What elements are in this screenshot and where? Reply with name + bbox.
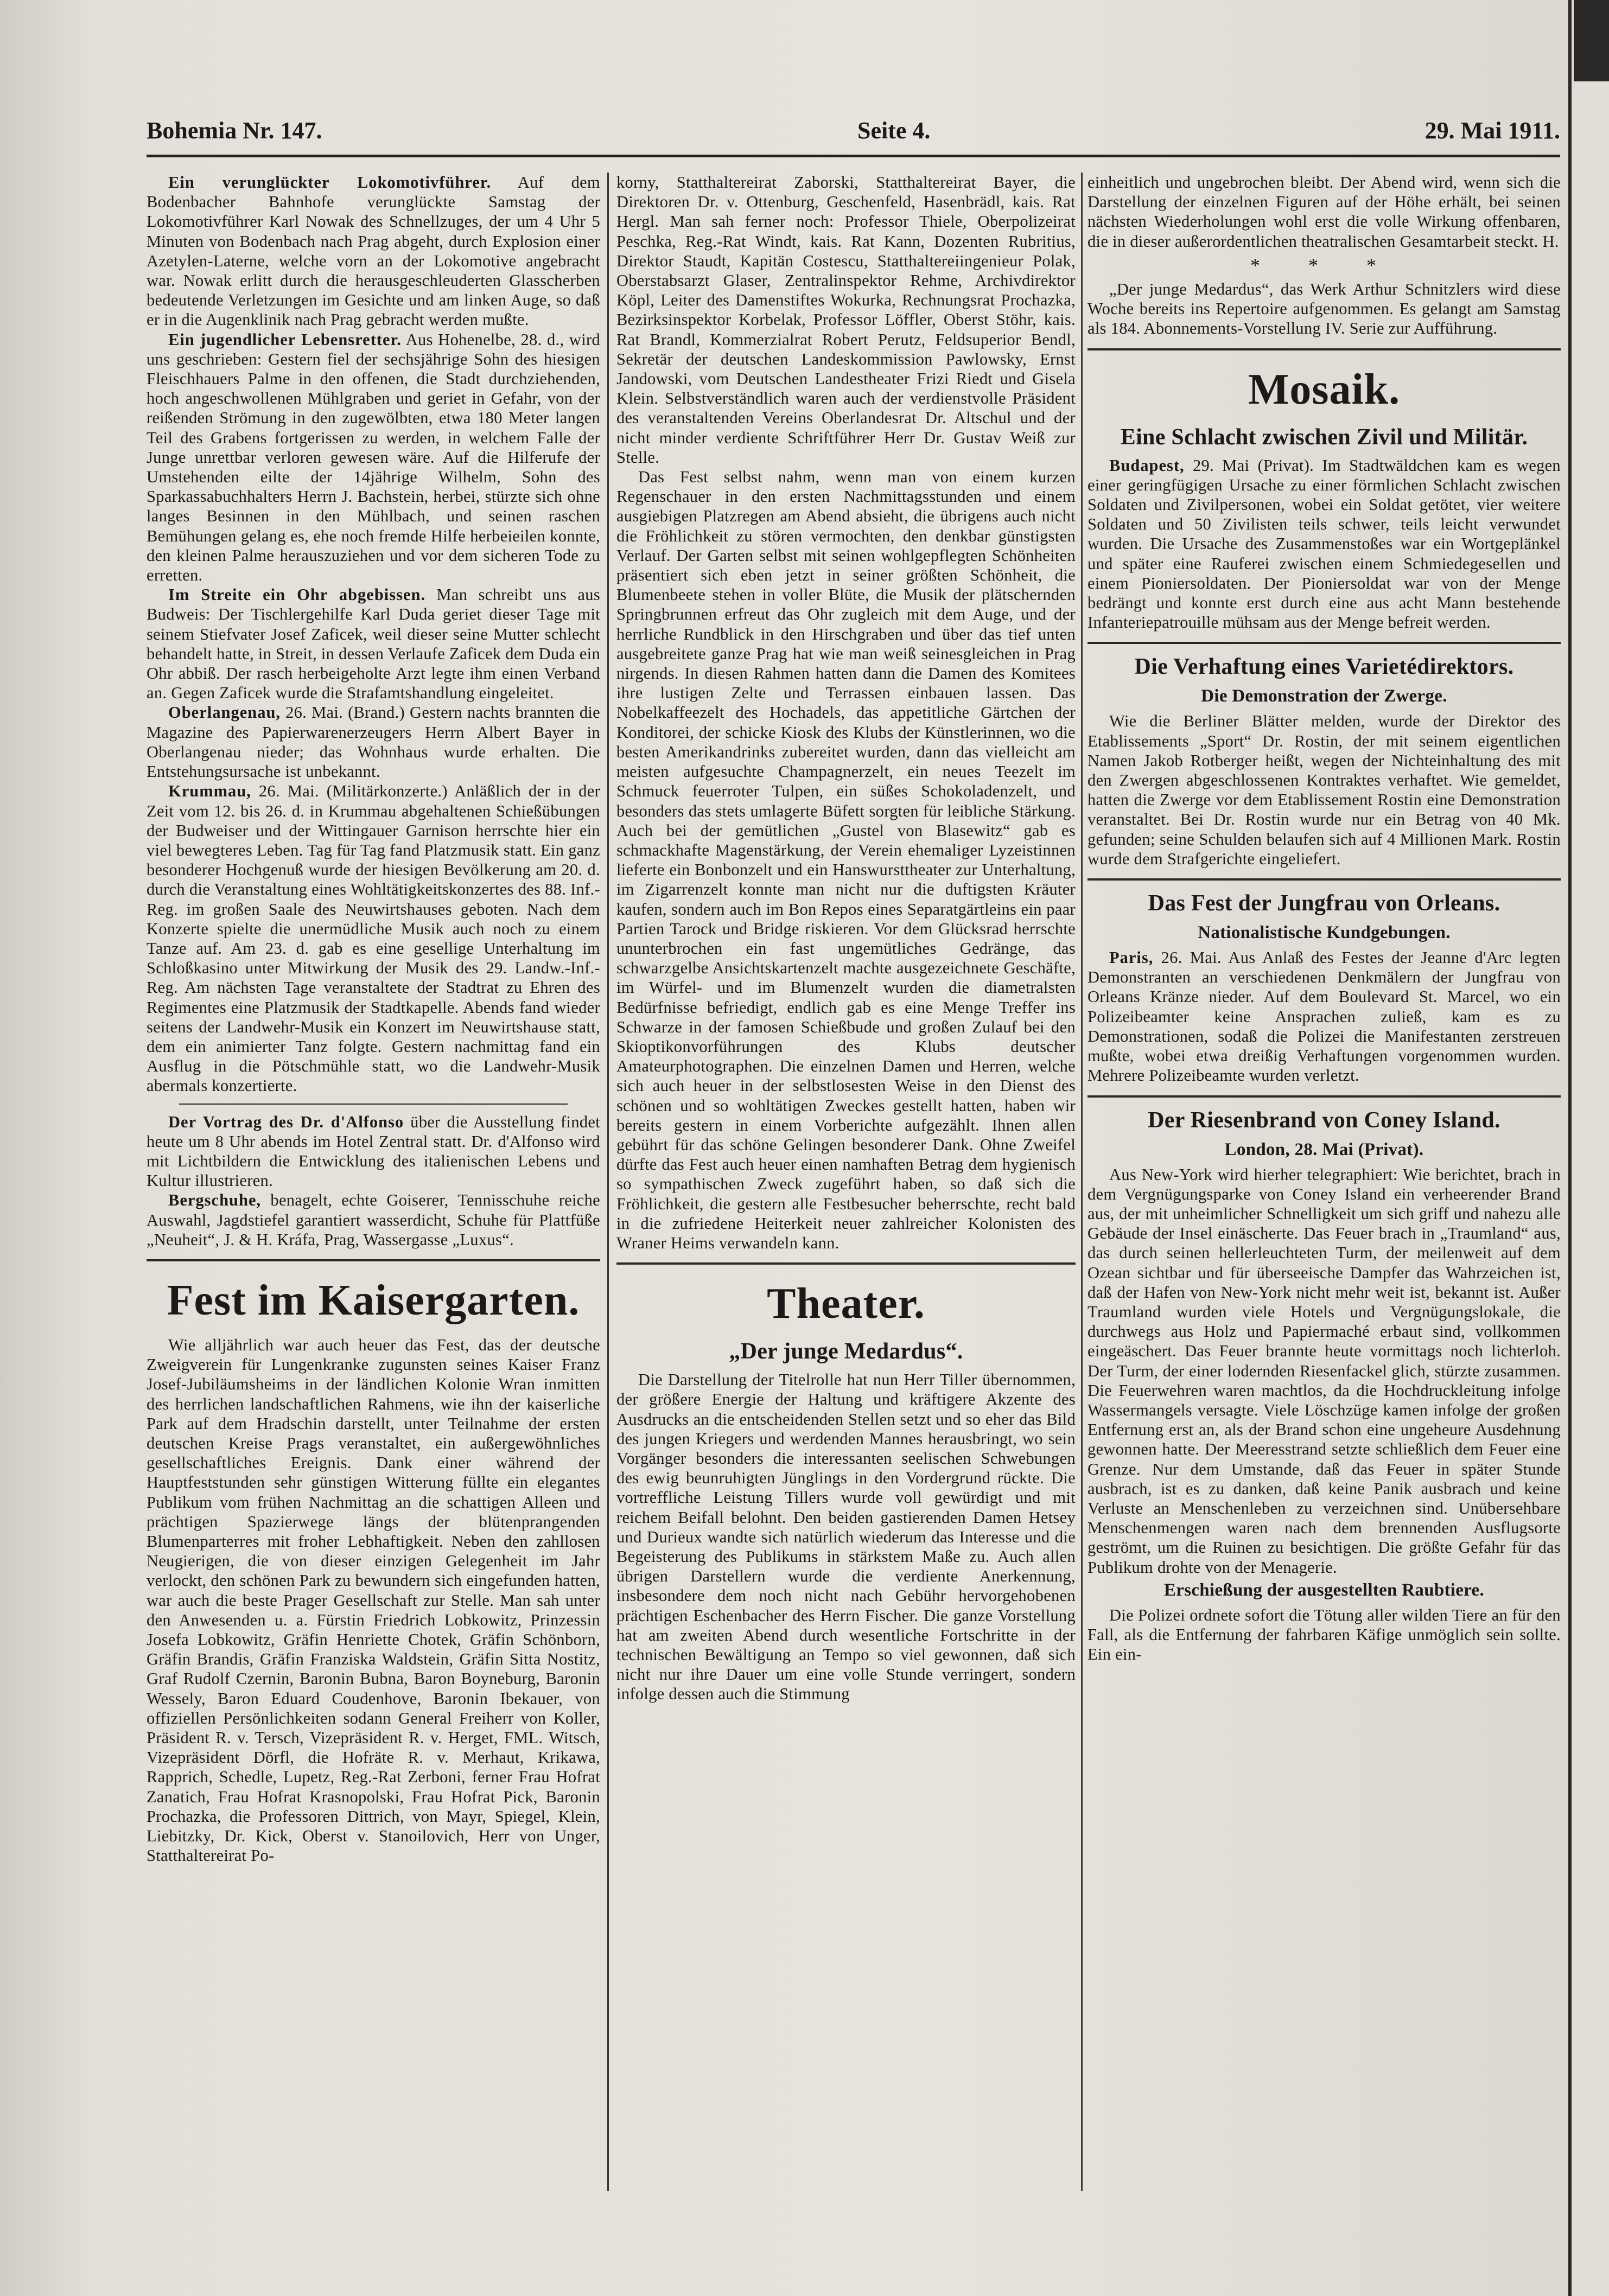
article-lead: Paris, <box>1109 948 1154 967</box>
article-headline: Erschießung der ausgestellten Raubtiere. <box>1163 1580 1485 1600</box>
section-divider <box>1087 1095 1561 1098</box>
section-divider <box>616 1262 1076 1265</box>
asterism-ornament: * * * <box>1250 254 1398 276</box>
article-text: benagelt, echte Goiserer, Tennisschuhe reiche Auswahl, Jagdstiefel garantiert wasserdicht, Schuhe für Plattfüße „Neuheit“, J. & H. Kráfa, Prag, Wassergasse „Luxus“. <box>147 1191 600 1249</box>
article-text: einheitlich und ungebrochen bleibt. Der Abend wird, wenn sich die Darstellung der einzelnen Figuren auf der Höhe erhält, bei seinen nächsten Wiederholungen wohl erst die volle Wirkung offenbaren, die in dieser außerordentlichen theatralischen Gesamtarbeit steckt. H. <box>1087 173 1561 251</box>
article-headline: London, 28. Mai (Privat). <box>1224 1139 1424 1159</box>
article-lead: Bergschuhe, <box>168 1191 262 1210</box>
article-paragraph <box>1087 279 1561 339</box>
article-text: über die Ausstellung findet heute um 8 Uhr abends im Hotel Zentral statt. Dr. d'Alfonso wird mit Lichtbildern die Entwicklung des italienischen Lebens und Kultur illustrieren. <box>147 1112 600 1190</box>
page-header <box>147 117 1560 149</box>
article-paragraph <box>147 703 600 781</box>
article-paragraph <box>1087 711 1561 869</box>
article-lead: Im Streite ein Ohr abgebissen. <box>168 585 426 604</box>
section-divider <box>179 1104 568 1105</box>
article-paragraph <box>1087 1165 1561 1577</box>
article-paragraph <box>616 467 1076 1253</box>
article-paragraph <box>147 330 600 585</box>
article-text: Man schreibt uns aus Budweis: Der Tischlergehilfe Karl Duda geriet dieser Tage mit seinem Stiefvater Josef Zaficek, weil dieser seine Mutter schlecht behandelt hatte, in Streit, in dessen Verlaufe Zaficek dem Duda ein Ohr abbiß. Der rasch herbeigeholte Arzt legte ihm einen Verband an. Gegen Zaficek wurde die Strafamtshandlung eingeleitet. <box>147 585 600 703</box>
article-text: Wie alljährlich war auch heuer das Fest, das der deutsche Zweigverein für Lungenkranke zugunsten seines Kaiser Franz Josef-Jubiläumsheims in der ländlichen Kolonie Wran inmitten des herrlichen landschaftlichen Rahmens, wie ihn der kaiserliche Park auf dem Hradschin darstellt, unter Teilnahme der ersten deutschen Kreise Prags veranstaltet, ein außergewöhnliches gesellschaftliches Ereignis. Dank einer während der Hauptfeststunden sehr günstigen Witterung füllte ein elegantes Publikum vom frühen Nachmittag an die schattigen Alleen und prächtigen Spazierwege längs der blütenprangenden Blumenparterres mit froher Lebhaftigkeit. Neben den zahllosen Neugierigen, die von dieser einzigen Gelegenheit im Jahr verlockt, den schönen Park zu bewundern sich eingefunden hatten, war auch die beste Prager Gesellschaft zur Stelle. Man sah unter den Anwesenden u. a. Fürstin Friedrich Lobkowitz, Prinzessin Josefa Lobkowitz, Gräfin Henriette Chotek, Gräfin Schönborn, Gräfin Brandis, Gräfin Franziska Waldstein, Gräfin Sitta Nostitz, Graf Rudolf Czernin, Baronin Bubna, Baron Boyneburg, Baronin Wessely, Baron Eduard Coudenhove, Baronin Ibekauer, von offiziellen Persönlichkeiten sodann General Freiherr von Koller, Präsident R. v. Tersch, Vizepräsident R. v. Herget, FML. Witsch, Vizepräsident Dörfl, die Hofräte R. v. Merhaut, Krikawa, Rapprich, Schedle, Lupetz, Reg.-Rat Zerboni, ferner Frau Hofrat Zanatich, Frau Hofrat Krasnopolski, Frau Hofrat Pick, Baronin Prochazka, die Professoren Dittrich, von Mayr, Spiegel, Klein, Liebitzky, Dr. Kick, Oberst v. Stanoilovich, Herr von Unger, Statthaltereirat Po- <box>147 1335 600 1865</box>
article-lead: Ein verunglückter Lokomotivführer. <box>168 173 492 192</box>
article-paragraph <box>616 173 1076 467</box>
article-paragraph <box>147 1190 600 1249</box>
column-3 <box>1087 173 1561 2191</box>
article-paragraph <box>1087 456 1561 633</box>
article-paragraph <box>1087 173 1561 251</box>
article-lead: Der Vortrag des Dr. d'Alfonso <box>168 1112 404 1131</box>
article-paragraph <box>616 1370 1076 1704</box>
article-headline: Nationalistische Kundgebungen. <box>1198 923 1451 943</box>
article-headline: Eine Schlacht zwischen Zivil und Militär. <box>1120 424 1528 450</box>
article-text: 26. Mai. (Militärkonzerte.) Anläßlich der in der Zeit vom 12. bis 26. d. in Krummau abgehaltenen Schießübungen der Budweiser und der Wittingauer Garnison herrschte hier ein viel bewegteres Leben. Tag für Tag fand Platzmusik statt. Ein ganz besonderer Hochgenuß wurde der hiesigen Bevölkerung am 20. d. durch die Veranstaltung eines Wohltätigkeitskonzertes des 88. Inf.-Reg. im großen Saale des Neuwirtshauses geboten. Nach dem Konzerte spielte die unermüdliche Musik auch noch zu einem Tanze auf. Am 23. d. gab es eine gesellige Unterhaltung im Schloßkasino unter Mitwirkung der Musik des 29. Landw.-Inf.-Reg. Am nächsten Tage veranstaltete der Stadtrat zu Ehren des Regimentes eine Platzmusik der Stadtkapelle. Abends fand wieder seitens der Landwehr-Musik ein Konzert im Neuwirtshause statt, dem ein animierter Tanz folgte. Gestern nachmittag fand ein Ausflug in die Pötschmühle statt, wo die Landwehr-Musik abermals konzertierte. <box>147 782 600 1095</box>
article-text: Das Fest selbst nahm, wenn man von einem kurzen Regenschauer in den ersten Nachmittagsstunden und einem ausgiebigen Platzregen am Abend absieht, die übrigens auch nicht die Fröhlichkeit zu stören vermochten, den denkbar günstigsten Verlauf. Der Garten selbst mit seinen wohlgepflegten Schönheiten präsentiert sich eben jetzt in seiner größten Schönheit, die Blumenbeete stehen in voller Blüte, die Musik der plätschernden Springbrunnen erfreut das Ohr zugleich mit dem Auge, und der herrliche Rundblick in den Hirschgraben und über das tief unten ausgebreitete ganze Prag hat wie man weiß seinesgleichen in Prag nirgends. In diesen Rahmen hatten dann die Damen des Komitees ihre lustigen Zelte und Terrassen einbauen lassen. Das Nobelkaffeezelt des Hochadels, das appetitliche Gärtchen der Konditorei, der schicke Kiosk des Klubs der Künstlerinnen, wo die besten Amerikandrinks zubereitet wurden, dann das vielleicht am meisten aufgesuchte Champagnerzelt, ein neues Teezelt im Schmuck feuerroter Tulpen, ein süßes Schokoladenzelt, und besonders das stets umlagerte Büfett sorgten für leibliche Stärkung. Auch bei der gemütlichen „Gustel von Blasewitz“ gab es schmackhafte Magenstärkung, der Verein ehemaliger Lyzeistinnen lieferte ein Bonbonzelt und ein Hanswursttheater zur Unterhaltung, im Zigarrenzelt konnte man nicht nur die duftigsten Kräuter kaufen, sondern auch im Bon Repos eines Separatgärtleins ein paar Partien Tarock und Bridge riskieren. Vor dem Glücksrad herrschte ununterbrochen ein fast ungemütliches Gedränge, das schwarzgelbe Ansichtskartenzelt machte ausgezeichnete Geschäfte, im Würfel- und im Blumenzelt wurden die diametralsten Bedürfnisse befriedigt, endlich gab es eine Menge Treffer ins Schwarze in der famosen Schießbude und großen Zulauf bei den Skioptikonvorführungen des Klubs deutscher Amateurphotographen. Die einzelnen Damen und Herren, welche sich auch heuer in der selbstlosesten Weise in den Dienst des schönen und so wohltätigen Zweckes gestellt hatten, haben wir bereits gestern in einem Vorberichte aufgezählt. Ihnen allen gebührt für das schöne Gelingen besonderer Dank. Ohne Zweifel dürfte das Fest auch heuer einen namhaften Betrag dem hygienisch so sympathischen Zweck zugeführt haben, so daß sich die Fröhlichkeit, die gestern alle Festbesucher beherrschte, recht bald in die zufriedene Heiterkeit neuer zahlreicher Kolonisten des Wraner Heims verwandeln kann. <box>616 468 1076 1252</box>
article-paragraph <box>147 173 600 330</box>
section-divider <box>147 1259 600 1261</box>
page-number: Seite 4. <box>857 117 931 144</box>
article-text: 26. Mai. Aus Anlaß des Festes der Jeanne d'Arc legten Demonstranten an verschiedenen Denkmälern der Jungfrau von Orleans Kränze nieder. Auf dem Boulevard St. Marcel, wo ein Polizeibeamter keine Ansprachen zuließ, kam es zu Demonstrationen, sodaß die Polizei die Manifestanten zerstreuen mußte, wobei etwa dreißig Verhaftungen vorgenommen wurden. Mehrere Polizeibeamte wurden verletzt. <box>1087 948 1561 1085</box>
scan-corner-shadow <box>1574 0 1609 81</box>
article-text: Die Darstellung der Titelrolle hat nun Herr Tiller übernommen, der größere Energie der Haltung und kräftigere Akzente des Ausdrucks an die entscheidenden Stellen setzt und so eher das Bild des jungen Kriegers und werdenden Mannes herausbringt, wo sein Vorgänger besonders die interessanten seelischen Schwebungen des ewig beunruhigten Jünglings in den Vordergrund rückte. Die vortreffliche Leistung Tillers wurde voll gewürdigt und mit reichem Beifall belohnt. Den beiden gastierenden Damen Hetsey und Durieux wandte sich natürlich wiederum das Interesse und die Begeisterung des Publikums in stärkstem Maße zu. Auch allen übrigen Darstellern wurde die verdiente Anerkennung, insbesondere dem noch nicht nach Gebühr hervorgehobenen prächtigen Eschenbacher des Herrn Fischer. Die ganze Vorstellung hat am zweiten Abend durch wesentliche Fortschritte in der technischen Bewältigung an Tempo so viel gewonnen, daß sich nicht nur ihre Dauer um eine volle Stunde verringert, sondern infolge dessen auch die Stimmung <box>616 1370 1076 1704</box>
article-text: korny, Statthaltereirat Zaborski, Statthaltereirat Bayer, die Direktoren Dr. v. Ottenburg, Geschenfeld, Hasenbrädl, kais. Rat Hergl. Man sah ferner noch: Professor Thiele, Oberpolizeirat Peschka, Reg.-Rat Windt, kais. Rat Kann, Dozenten Rubritius, Direktor Staudt, Kapitän Costescu, Statthaltereiingenieur Polak, Oberstabsarzt Glaser, Zentralinspektor Rehme, Archivdirektor Köpl, Leiter des Damenstiftes Wokurka, Rechnungsrat Prochazka, Bezirksinspektor Korbelak, Professor Löffler, Oberst Stöhr, kais. Rat Brandl, Kommerzialrat Robert Perutz, Feldsuperior Bendl, Sekretär der deutschen Landeskommission Pawlowsky, Ernst Jandowski, vom Deutschen Landestheater Frizi Riedt und Gisela Klein. Selbstverständlich waren auch der verdienstvolle Präsident des veranstaltenden Vereins Oberlandesrat Dr. Altschul und der nicht minder verdiente Schriftführer Herr Dr. Gustav Weiß zur Stelle. <box>616 173 1076 467</box>
article-paragraph <box>147 1335 600 1865</box>
section-divider <box>1087 878 1561 881</box>
article-lead: Krummau, <box>168 782 251 801</box>
article-headline: Der Riesenbrand von Coney Island. <box>1148 1107 1500 1133</box>
article-paragraph <box>1087 948 1561 1085</box>
article-paragraph <box>147 1112 600 1191</box>
article-headline: „Der junge Medardus“. <box>729 1339 963 1364</box>
section-divider <box>1087 348 1561 350</box>
section-divider <box>1087 642 1561 644</box>
article-text: Wie die Berliner Blätter melden, wurde der Direktor des Etablissements „Sport“ Dr. Rostin, der mit seinem eigentlichen Namen Jakob Rotberger heißt, wegen der Nichteinhaltung des mit den Zwergen abgeschlossenen Kontraktes verhaftet. Wie gemeldet, hatten die Zwerge vor dem Etablissement Rostin eine Demonstration veranstaltet. Bei Dr. Rostin wurde nur ein Betrag von 40 Mk. gefunden; seine Schulden belaufen sich auf 4 Millionen Mark. Rostin wurde dem Strafgerichte eingeliefert. <box>1087 712 1561 868</box>
article-lead: Ein jugendlicher Lebensretter. <box>168 330 402 349</box>
article-text: Aus New-York wird hierher telegraphiert: Wie berichtet, brach in dem Vergnügungsparke von Coney Island ein verheerender Brand aus, der mit unheimlicher Schnelligkeit um sich griff und nahezu alle Gebäude der Insel einäscherte. Das Feuer brach in „Traumland“ aus, das durch seinen hellerleuchteten Turm, der meilenweit auf dem Ozean sichtbar und für überseeische Dampfer das Wahrzeichen ist, daß der Hafen von New-York nicht mehr weit ist, bekannt ist. Außer Traumland wurden viele Hotels und Vergnügungslokale, die durchwegs aus Holz und Papiermaché erbaut sind, vollkommen eingeäschert. Das Feuer brannte heute vormittags noch lichterloh. Der Turm, der einer lodernden Riesenfackel glich, stürzte zusammen. Die Feuerwehren waren machtlos, da die Hochdruckleitung infolge Wassermangels versagte. Viele Löschzüge kamen infolge der großen Entfernung erst an, als der Brand schon eine ungeheure Ausdehnung gewonnen hatte. Der Meeresstrand setzte schließlich dem Feuer eine Grenze. Nur dem Umstande, daß das Feuer in später Stunde ausbrach, ist es zu danken, daß keine Panik ausbrach und keine Verluste an Menschenleben zu verzeichnen sind. Unübersehbare Menschenmengen waren nach dem brennenden Ausflugsorte geströmt, um die Ruinen zu besichtigen. Die größte Gefahr für das Publikum drohte von der Menagerie. <box>1087 1165 1561 1577</box>
article-paragraph <box>147 585 600 703</box>
column-divider <box>1081 173 1083 2191</box>
adjacent-page-edge <box>1568 0 1609 2296</box>
article-text: „Der junge Medardus“, das Werk Arthur Schnitzlers wird diese Woche bereits ins Repertoire aufgenommen. Es gelangt am Samstag als 184. Abonnements-Vorstellung IV. Serie zur Aufführung. <box>1087 280 1561 338</box>
header-rule <box>147 155 1560 157</box>
newspaper-issue: Bohemia Nr. 147. <box>147 117 322 144</box>
article-text: Auf dem Bodenbacher Bahnhofe verunglückte Samstag der Lokomotivführer Karl Nowak des Schnellzuges, der um 4 Uhr 5 Minuten von Bodenbach nach Prag abgeht, durch Explosion einer Azetylen-Laterne, welche vorn an der Lokomotive angebracht war. Nowak erlitt durch die herausgeschleuderten Glasscherben bedeutende Verletzungen im Gesichte und am linken Auge, so daß er in die Augenklinik nach Prag gebracht werden mußte. <box>147 173 600 329</box>
article-lead: Oberlangenau, <box>168 703 281 722</box>
article-paragraph <box>147 781 600 1095</box>
article-text: Aus Hohenelbe, 28. d., wird uns geschrieben: Gestern fiel der sechsjährige Sohn des hiesigen Fleischhauers Palme in den offenen, die Stadt durchziehenden, hoch angeschwollenen Mühlgraben und geriet in Gefahr, von der reißenden Strömung in den zugewölbten, etwa 180 Meter langen Teil des Grabens fortgerissen zu werden, in welchem Falle der Junge unrettbar verloren gewesen wäre. Auf die Hilferufe der Umstehenden eilte der 14jährige Wilhelm, Sohn des Sparkassabuchhalters Herrn J. Bachstein, herbei, stürzte sich ohne langes Besinnen in den Mühlbach, und seinen raschen Bemühungen gelang es, ehe noch fremde Hilfe herbeieilen konnte, den kleinen Palme herauszuziehen und vor dem sicheren Tode zu erretten. <box>147 330 600 585</box>
issue-date: 29. Mai 1911. <box>1424 117 1560 144</box>
section-headline: Theater. <box>767 1280 925 1328</box>
article-paragraph <box>1087 1605 1561 1664</box>
article-text: Die Polizei ordnete sofort die Tötung aller wilden Tiere an für den Fall, als die Entfernung der fahrbaren Käfige unmöglich sein sollte. Ein ein- <box>1087 1605 1561 1664</box>
section-headline: Mosaik. <box>1248 365 1401 413</box>
article-headline: Die Demonstration der Zwerge. <box>1201 686 1447 706</box>
article-headline: Das Fest der Jungfrau von Orleans. <box>1148 891 1500 916</box>
column-1 <box>147 173 600 2191</box>
article-lead: Budapest, <box>1109 456 1185 475</box>
article-text: 26. Mai. (Brand.) Gestern nachts brannten die Magazine des Papierwarenerzeugers Herrn Albert Bayer in Oberlangenau nieder; das Wohnhaus wurde erhalten. Die Entstehungsursache ist unbekannt. <box>147 703 600 781</box>
column-divider <box>607 173 609 2191</box>
article-headline: Die Verhaftung eines Varietédirektors. <box>1134 654 1514 680</box>
column-2 <box>616 173 1076 2191</box>
section-headline: Fest im Kaisergarten. <box>167 1276 580 1324</box>
article-text: 29. Mai (Privat). Im Stadtwäldchen kam es wegen einer geringfügigen Ursache zu einer förmlichen Schlacht zwischen Soldaten und Zivilpersonen, wobei ein Soldat getötet, vier weitere Soldaten und 50 Zivilisten teils schwer, teils leicht verwundet wurden. Die Ursache des Zusammenstoßes war ein Wortgeplänkel und später eine Rauferei zwischen einem Schmiedegesellen und einem Pioniersoldaten. Der Pioniersoldat war von der Menge bedrängt und konnte erst durch eine aus acht Mann bestehende Infanteriepatrouille mühsam aus der Menge befreit werden. <box>1087 456 1561 632</box>
